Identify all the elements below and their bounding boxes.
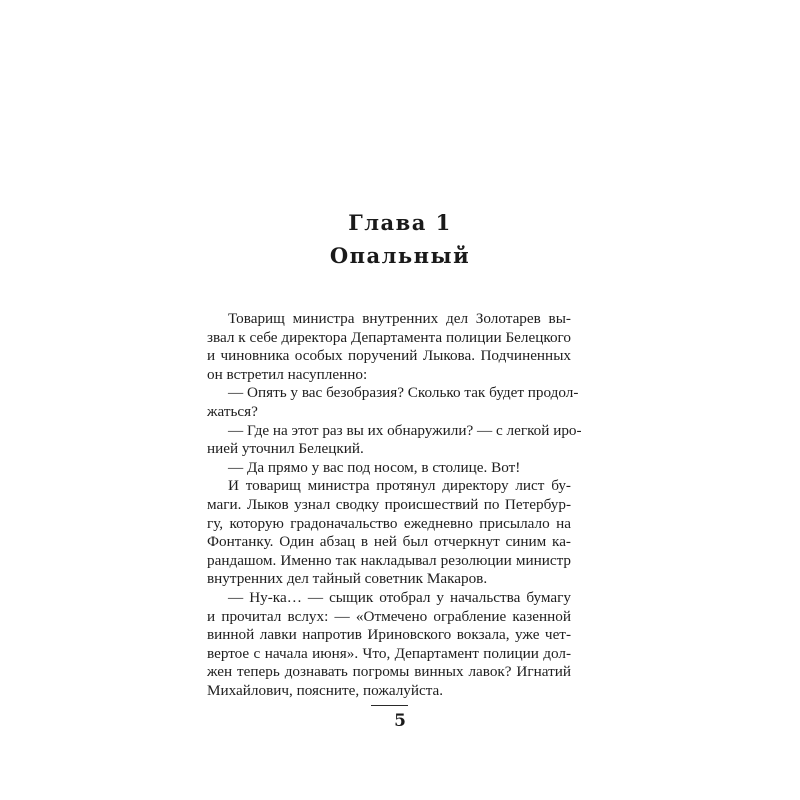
text-line: он встретил насупленно: [207,365,368,383]
text-line: маги. Лыков узнал сводку происшествий по Петербур- [207,495,571,513]
text-line: жаться? [207,402,258,420]
text-line: нией уточнил Белецкий. [207,440,364,458]
text-line: — Где на этот раз вы их обнаружили? — с легкой иро- [228,421,582,439]
text-line: И товарищ министра протянул директору лист бу- [228,477,571,495]
body-text [207,310,582,700]
text-line: и прочитал вслух: — «Отмечено ограбление казенной [207,607,571,625]
text-line: жен теперь дознавать погромы винных лавок? Игнатий [207,663,571,681]
text-line: Товарищ министра внутренних дел Золотарев вы- [228,310,571,327]
text-line: Фонтанку. Один абзац в ней был отчеркнут синим ка- [207,533,571,551]
chapter-number: Глава 1 [348,210,452,235]
text-line: — Да прямо у вас под носом, в столице. Вот! [228,458,521,476]
text-line: гу, которую градоначальство ежедневно присылало на [207,514,571,532]
text-line: Михайлович, поясните, пожалуйста. [207,681,444,699]
text-line: и чиновника особых поручений Лыкова. Подчиненных [207,347,571,365]
text-line: — Опять у вас безобразия? Сколько так будет продол- [228,384,579,402]
chapter-title: Опальный [329,243,471,268]
folio-divider [371,705,408,706]
text-line: рандашом. Именно так накладывал резолюции министр [207,551,571,569]
page-number: 5 [394,711,406,731]
text-line: внутренних дел тайный советник Макаров. [207,570,488,588]
text-line: вертое с начала июня». Что, Департамент полиции дол- [207,644,571,662]
text-line: звал к себе директора Департамента полиции Белецкого [207,328,571,346]
text-line: винной лавки напротив Ириновского вокзала, уже чет- [207,626,571,644]
text-line: — Ну-ка… — сыщик отобрал у начальства бумагу [228,588,571,606]
